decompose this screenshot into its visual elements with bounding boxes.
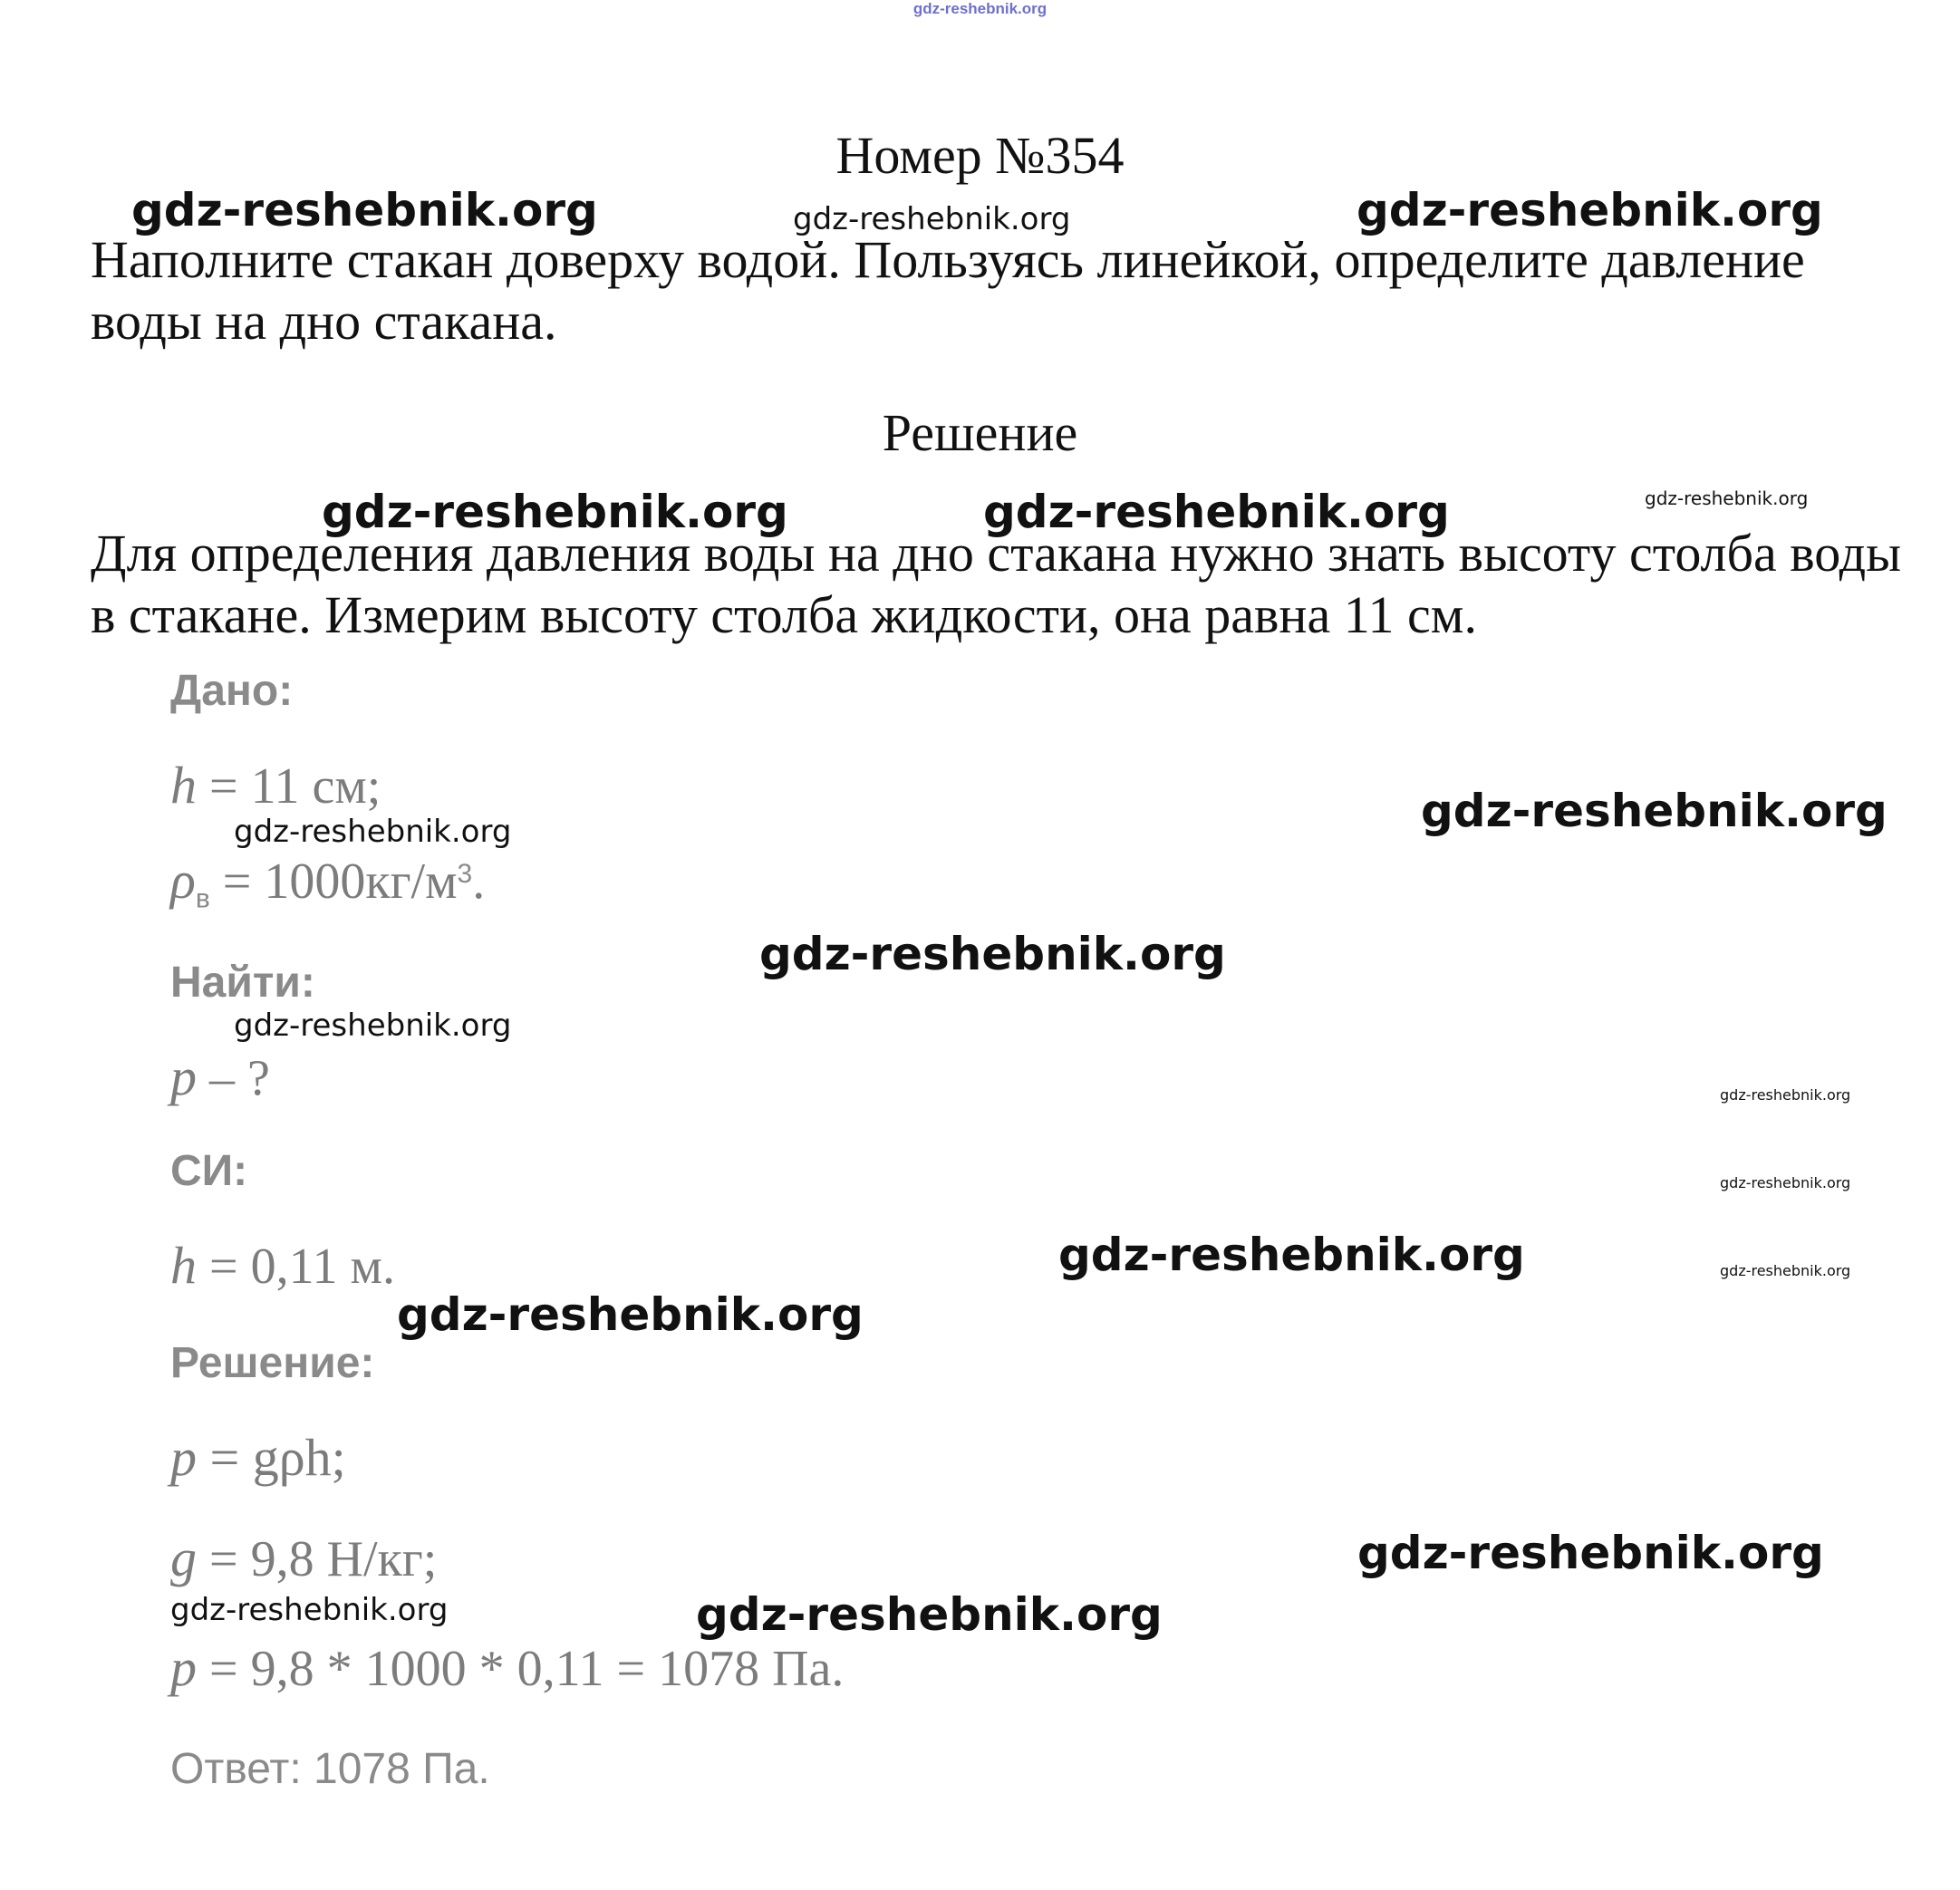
formula-line [170,1427,346,1488]
rho-symbol: ρ [170,851,196,910]
h-value: = 11 см; [197,758,381,815]
formula-right: = gρh; [197,1428,346,1487]
calculation-line [170,1637,844,1698]
header-watermark: gdz-reshebnik.org [912,0,1048,17]
watermark-text: gdz-reshebnik.org [397,1288,864,1341]
solution-heading: Решение [882,403,1078,462]
formula-left: p [170,1428,197,1487]
given-label: Дано: [170,667,294,715]
h-si-symbol: h [170,1236,197,1295]
watermark-text: gdz-reshebnik.org [234,1008,512,1044]
watermark-text: gdz-reshebnik.org [322,486,788,538]
calc-value: = 9,8 * 1000 * 0,11 = 1078 Па. [197,1641,845,1697]
watermark-text: gdz-reshebnik.org [1357,184,1823,236]
watermark-text: gdz-reshebnik.org [983,486,1450,538]
given-height [170,755,381,815]
find-label: Найти: [170,959,315,1007]
page-title: Номер №354 [835,126,1125,185]
solution-label: Решение: [170,1339,375,1387]
rho-subscript: в [195,883,210,914]
si-height [170,1235,395,1296]
watermark-text: gdz-reshebnik.org [759,928,1226,980]
watermark-text: gdz-reshebnik.org [696,1588,1163,1641]
find-pressure [170,1046,270,1107]
task-text: Наполните стакан доверху водой. Пользуясь линейкой, определите давление воды на дно стакана. [91,230,1805,351]
watermark-text: gdz-reshebnik.org [1421,785,1888,837]
watermark-text: gdz-reshebnik.org [1720,1174,1851,1191]
rho-exponent: 3 [457,859,473,889]
h-si-value: = 0,11 м. [197,1239,395,1295]
rho-value: = 1000кг/м [209,853,458,910]
rho-end: . [472,853,486,910]
answer-line: Ответ: 1078 Па. [170,1745,490,1793]
gravity-line [170,1528,437,1588]
watermark-text: gdz-reshebnik.org [170,1592,449,1628]
watermark-text: gdz-reshebnik.org [1645,487,1809,509]
g-value: = 9,8 Н/кг; [197,1531,438,1587]
watermark-text: gdz-reshebnik.org [131,184,598,236]
watermark-text: gdz-reshebnik.org [1720,1086,1851,1104]
watermark-text: gdz-reshebnik.org [1357,1527,1824,1579]
p-unknown: – ? [197,1050,270,1106]
si-label: СИ: [170,1147,248,1195]
p-symbol: p [170,1047,197,1106]
calc-symbol: p [170,1638,197,1697]
h-symbol: h [170,756,197,815]
watermark-text: gdz-reshebnik.org [234,814,512,850]
g-symbol: g [170,1528,197,1587]
watermark-text: gdz-reshebnik.org [1058,1229,1525,1281]
solution-text: Для определения давления воды на дно стакана нужно знать высоту столба воды в стакане. Измерим высоту столба жидкости, она равна 11 см. [91,524,1902,644]
watermark-text: gdz-reshebnik.org [793,201,1071,237]
watermark-text: gdz-reshebnik.org [1720,1262,1851,1279]
given-density [170,850,485,915]
